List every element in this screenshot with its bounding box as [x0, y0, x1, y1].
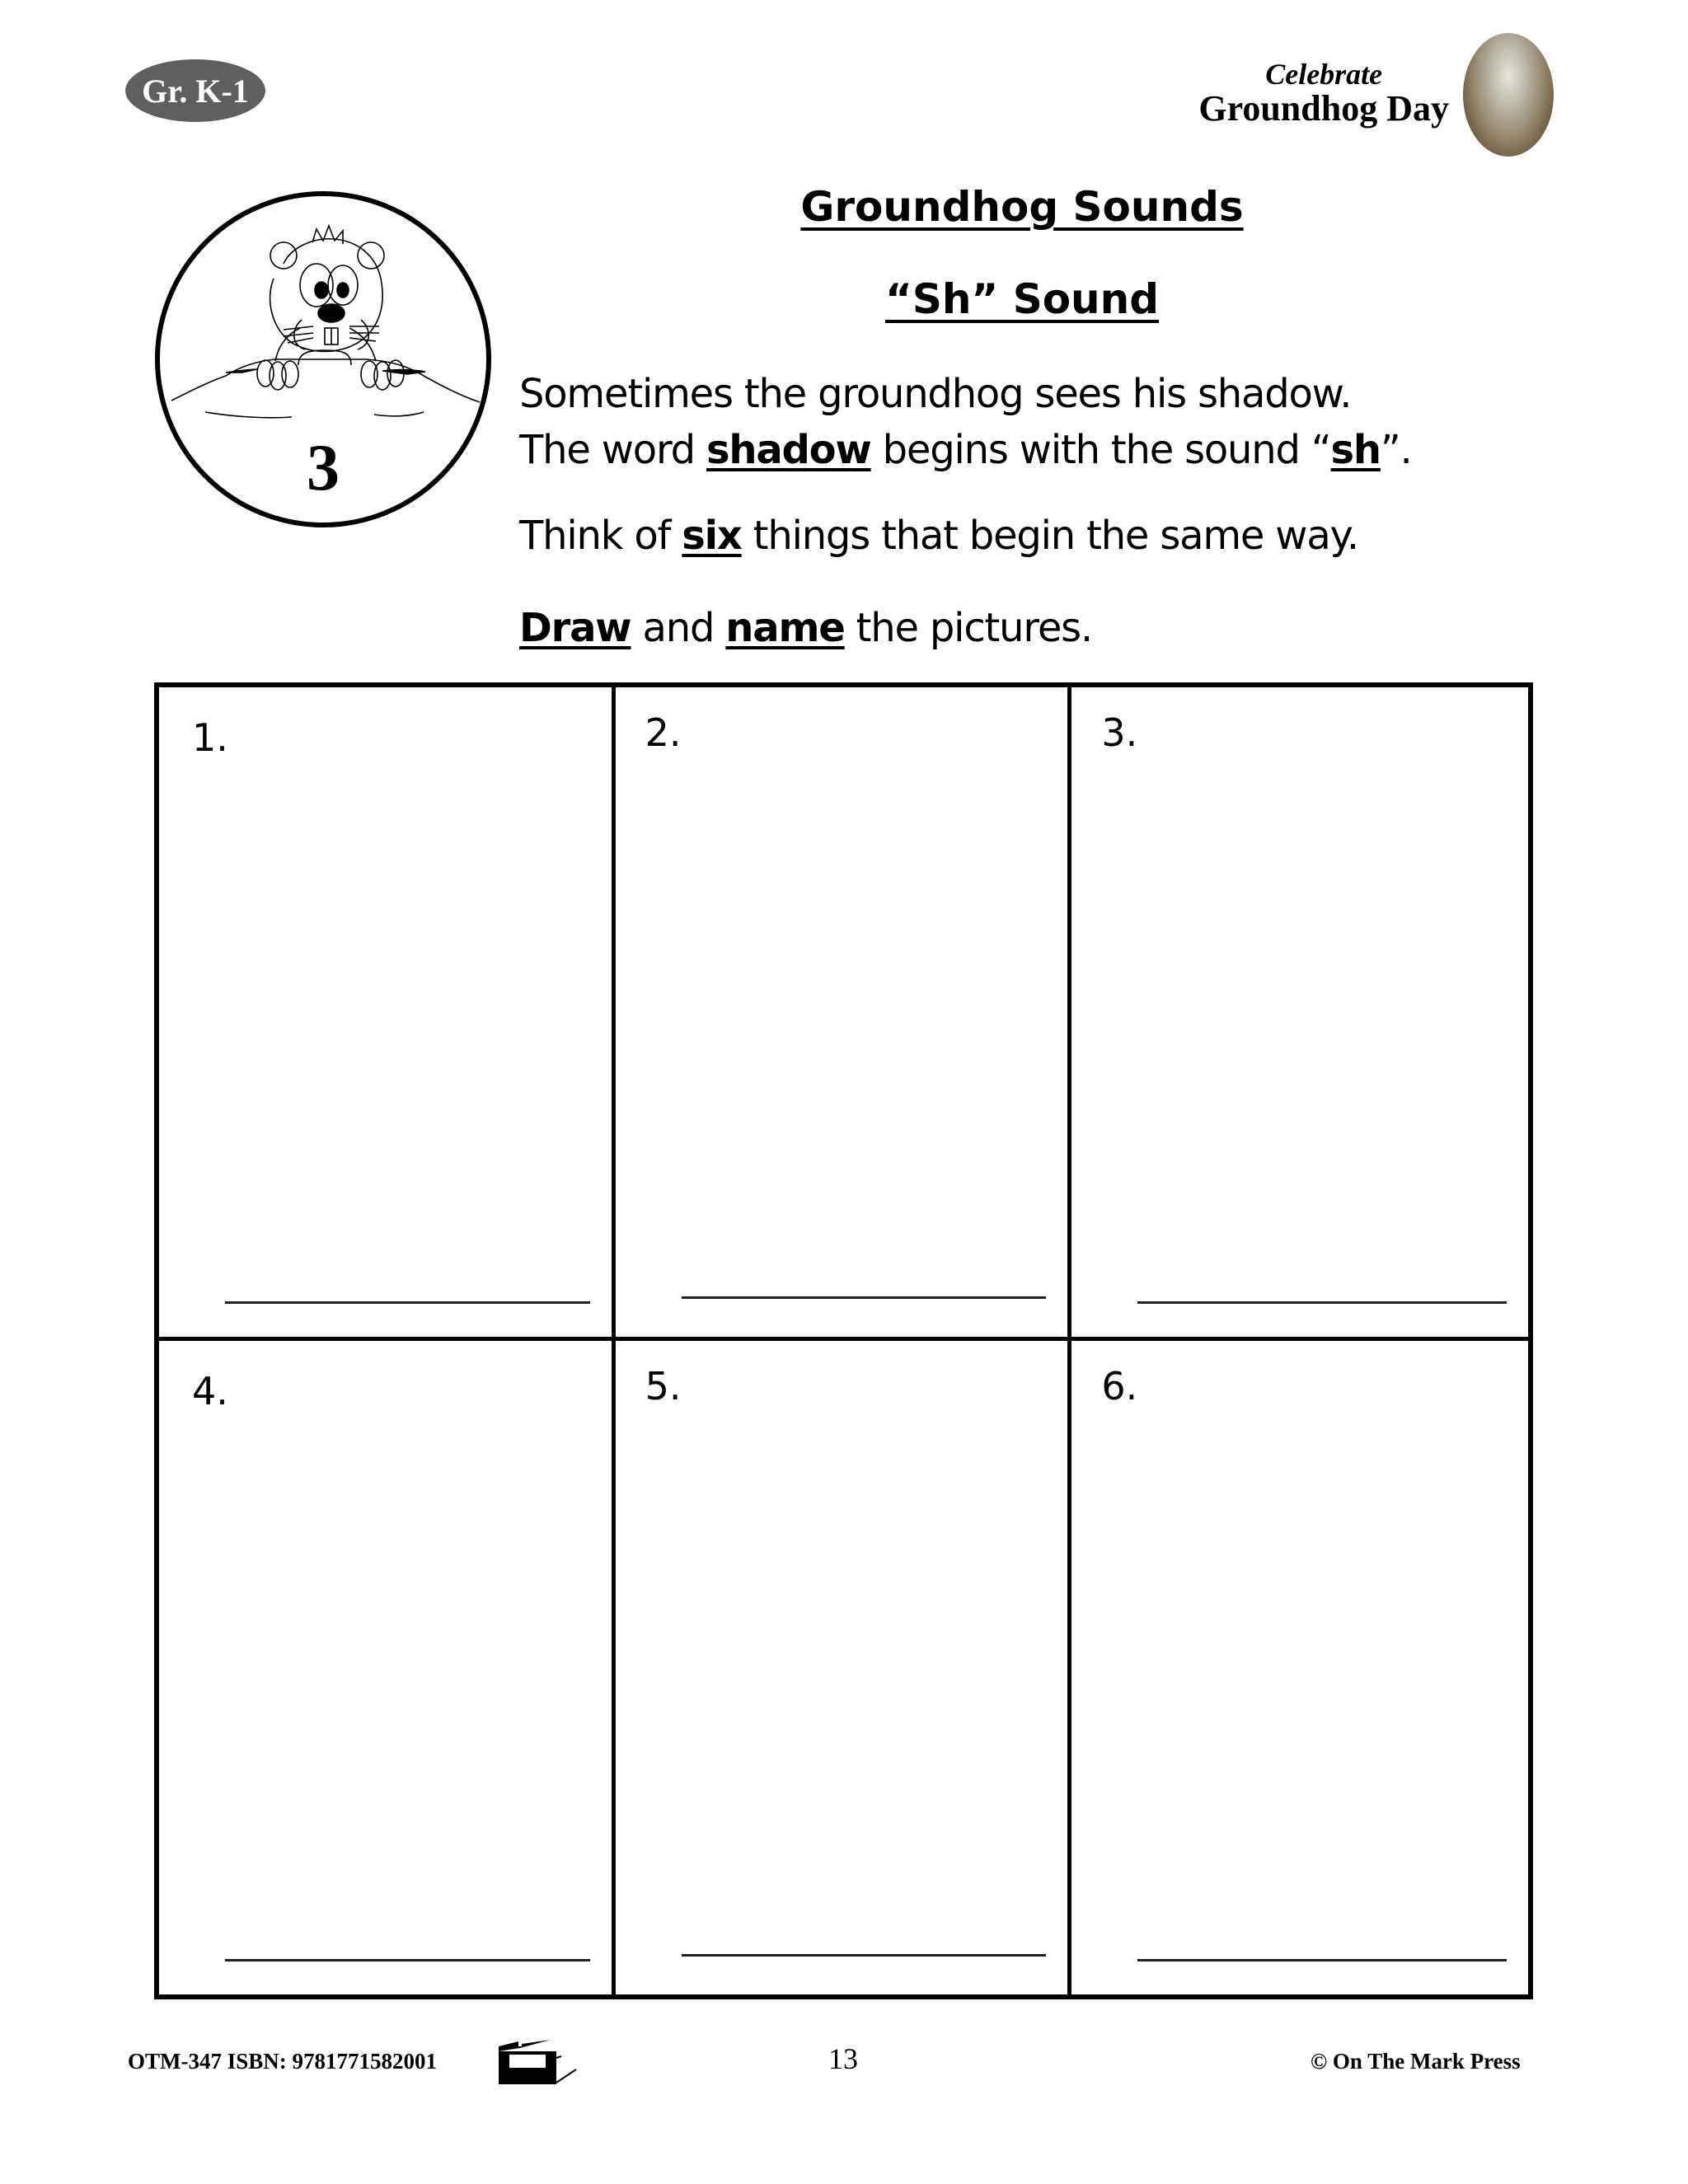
keyword-name: name: [725, 605, 845, 651]
page-number: 13: [828, 2042, 858, 2075]
keyword-six: six: [682, 513, 742, 559]
worksheet-subtitle: “Sh” Sound: [884, 275, 1160, 323]
instruction-line-4: [519, 600, 1092, 656]
text-span: Think of: [519, 513, 682, 559]
drawing-box-5[interactable]: [616, 1341, 1072, 1994]
series-kicker: Celebrate: [1265, 58, 1383, 91]
copyright-notice: © On The Mark Press: [1311, 2049, 1521, 2074]
instruction-line-2: [519, 422, 1412, 478]
grade-badge: [125, 59, 265, 122]
series-main-title: Groundhog Day: [1198, 88, 1449, 129]
text-span: ”.: [1380, 427, 1412, 473]
box-number: 4.: [192, 1369, 228, 1413]
worksheet-title: Groundhog Sounds: [800, 183, 1244, 231]
box-number: 5.: [645, 1364, 682, 1408]
keyword-draw: Draw: [519, 605, 631, 651]
drawing-box-6[interactable]: [1071, 1341, 1528, 1994]
product-code: OTM-347 ISBN: 9781771582001: [128, 2049, 438, 2074]
instruction-line-1: Sometimes the groundhog sees his shadow.: [519, 371, 1352, 417]
box-number: 3.: [1101, 710, 1138, 755]
answer-line[interactable]: [1137, 1301, 1507, 1304]
answer-line[interactable]: [225, 1301, 590, 1304]
photocopier-icon: [497, 2040, 596, 2089]
text-span: begins with the sound “: [870, 427, 1331, 473]
answer-line[interactable]: [682, 1954, 1047, 1957]
answer-line[interactable]: [225, 1959, 590, 1961]
keyword-sh: sh: [1330, 427, 1381, 473]
box-number: 6.: [1101, 1364, 1138, 1408]
drawing-box-4[interactable]: [159, 1341, 616, 1994]
answer-line[interactable]: [1137, 1959, 1507, 1961]
drawing-box-2[interactable]: [616, 687, 1072, 1341]
text-span: things that begin the same way.: [741, 513, 1358, 559]
box-number: 1.: [192, 715, 228, 760]
instruction-line-3: [519, 508, 1358, 564]
text-span: and: [631, 605, 726, 651]
groundhog-photo: [1463, 33, 1554, 157]
activity-number: 3: [307, 432, 340, 504]
drawing-box-3[interactable]: [1071, 687, 1528, 1341]
drawing-grid: [154, 682, 1533, 1999]
box-number: 2.: [645, 710, 682, 755]
series-title: [1198, 59, 1449, 127]
text-span: the pictures.: [844, 605, 1093, 651]
drawing-box-1[interactable]: [159, 687, 616, 1341]
text-span: The word: [519, 427, 706, 473]
groundhog-emblem: [155, 191, 491, 527]
answer-line[interactable]: [682, 1296, 1047, 1299]
instruction-intro: [519, 366, 1412, 478]
grade-badge-label: Gr. K-1: [142, 72, 249, 110]
keyword-shadow: shadow: [706, 427, 871, 473]
